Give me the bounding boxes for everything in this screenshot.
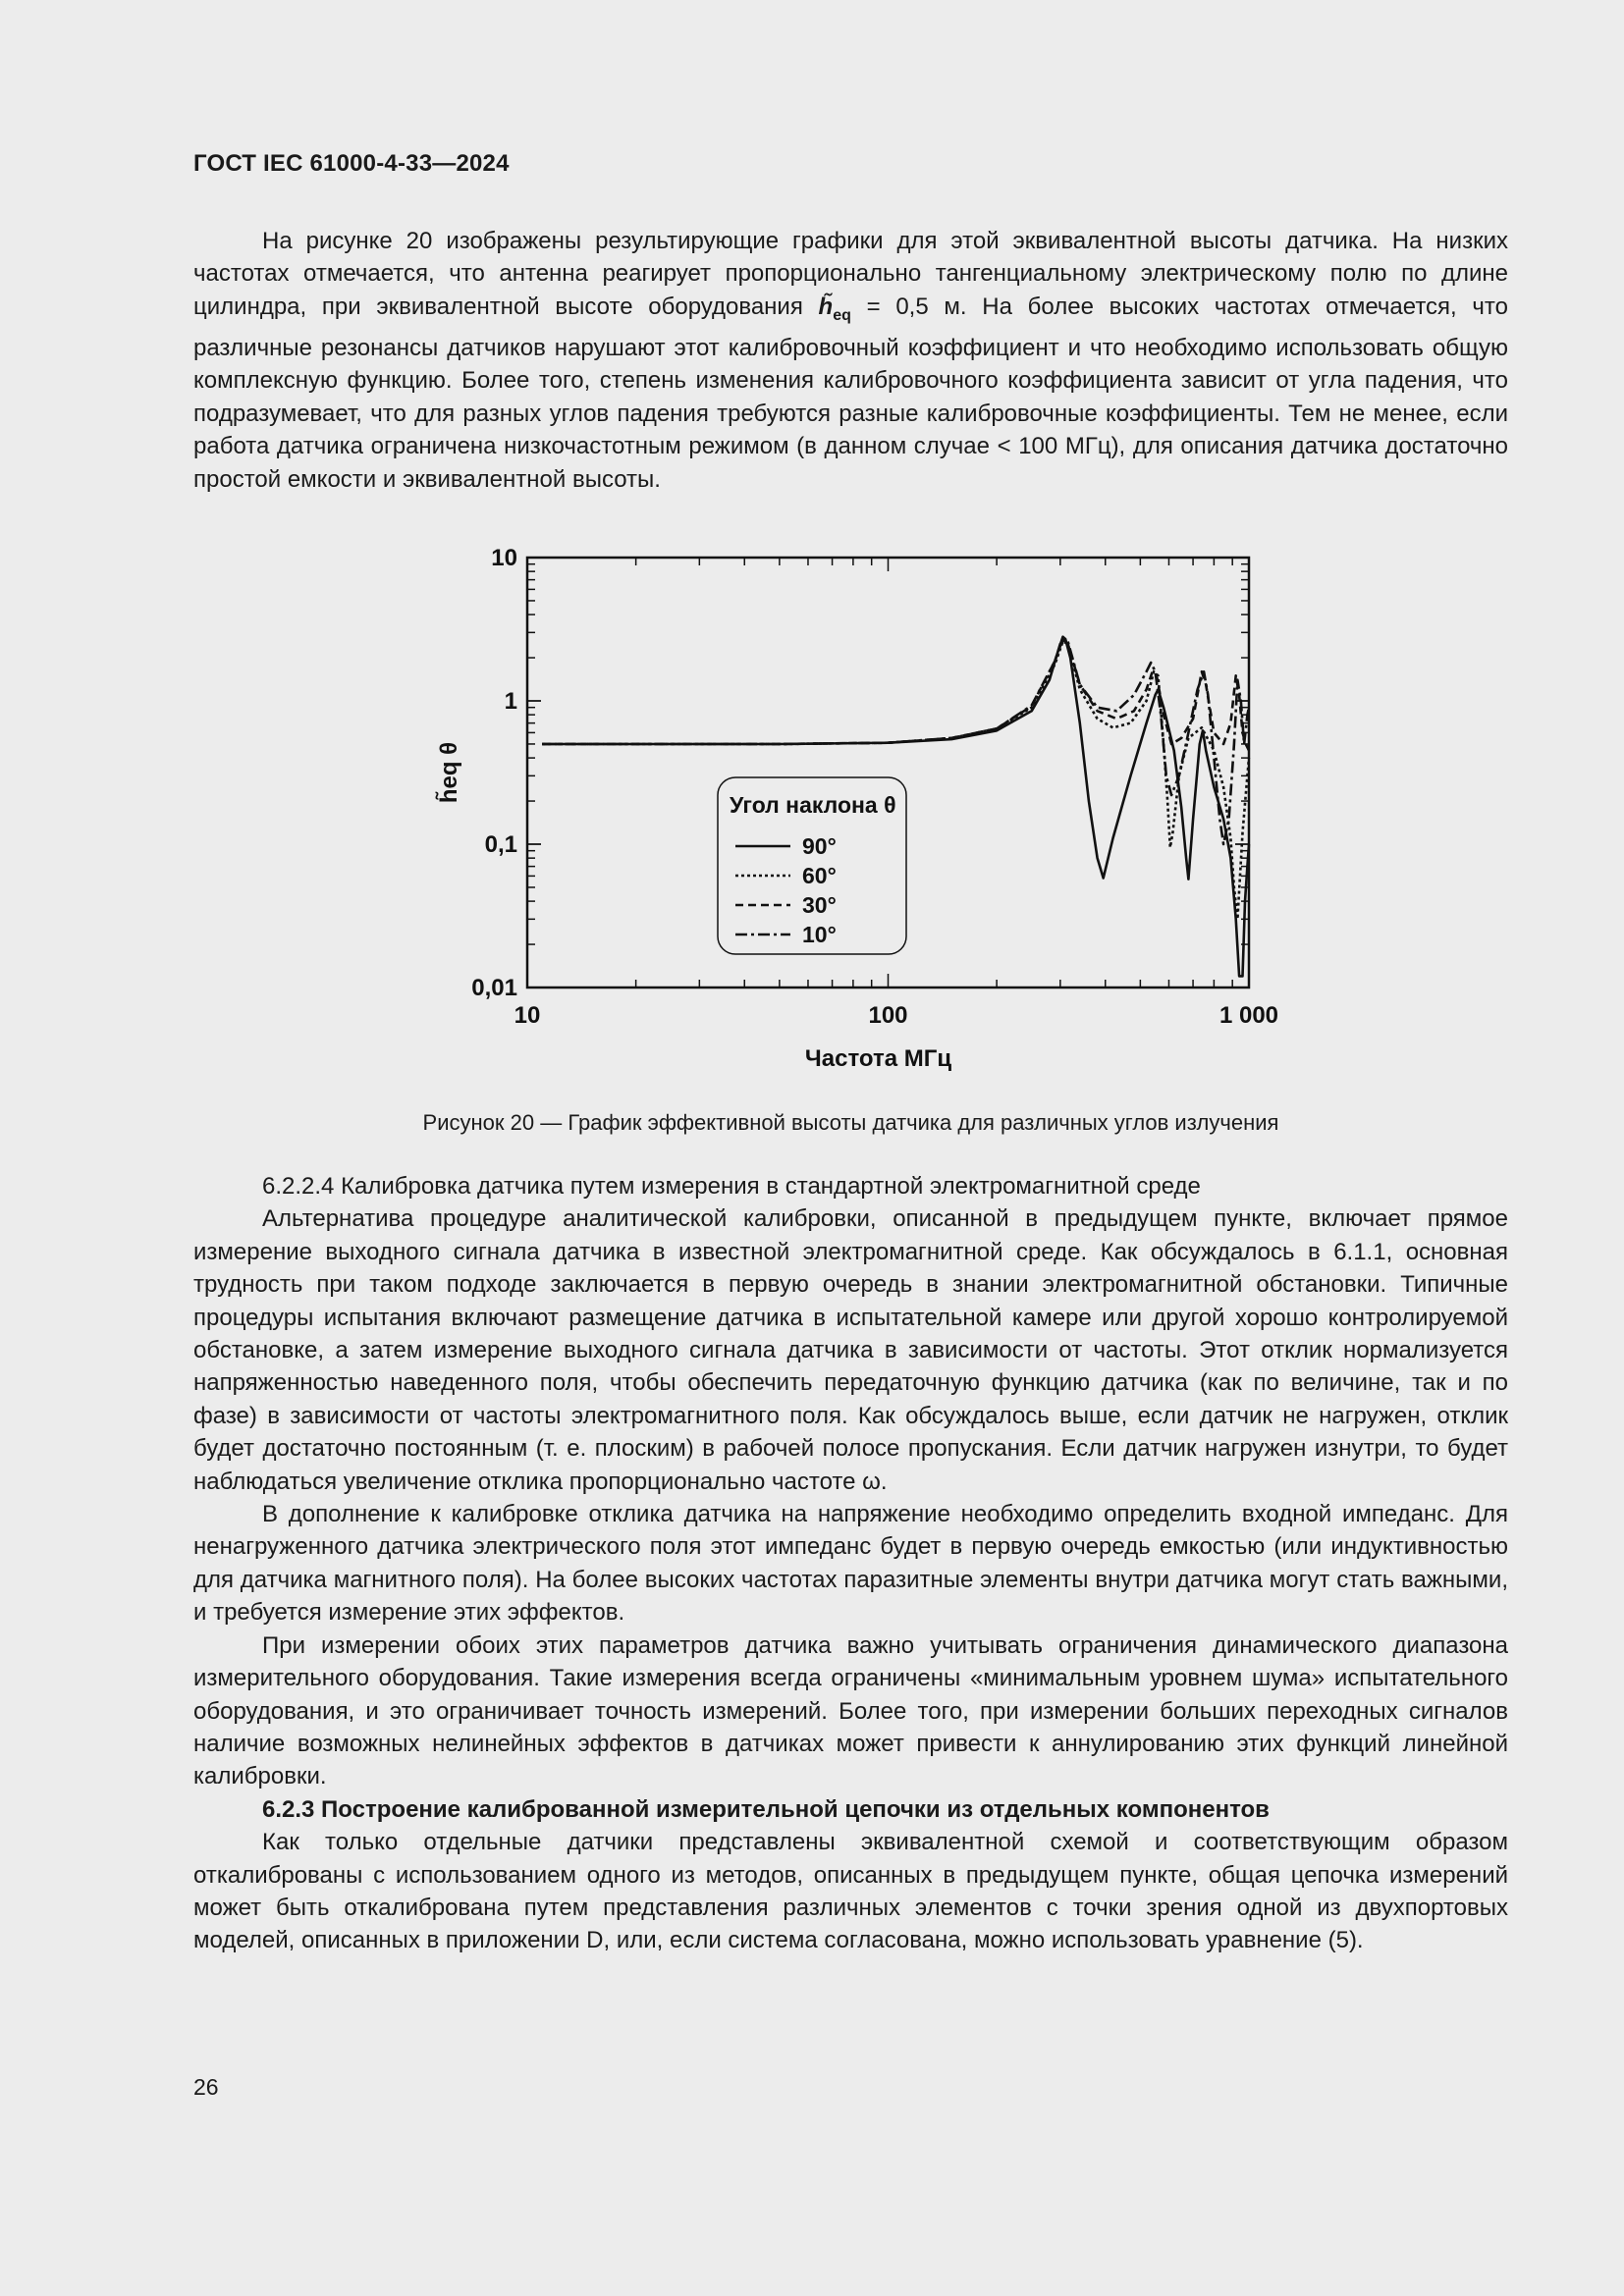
equivalent-height-symbol: $h̃_{eq}$ (818, 293, 851, 324)
legend-label: 60° (802, 863, 837, 888)
page-number: 26 (193, 2074, 219, 2100)
x-axis-label: Частота МГц (804, 1045, 952, 1072)
y-axis-label: h̃eq θ (436, 741, 462, 804)
legend-label: 10° (802, 922, 837, 947)
legend-label: 90° (802, 833, 837, 859)
y-tick-label: 0,1 (484, 831, 517, 858)
intro-text-block (193, 225, 1508, 496)
paragraph-alternative-calibration: Альтернатива процедуре аналитической калибровки, описанной в предыдущем пункте, включает прямое измерение выходного сигнала датчика в известной электромагнитной среде. Как обсуждалось в 6.1.1, основная трудность при таком подходе заключается в первую очередь в знании электромагнитной обстановки. Типичные процедуры испытания включают размещение датчика в испытательной камере или другой хорошо контролируемой обстановке, а затем измерение выходного сигнала датчика в зависимости от частоты. Этот отклик нормализуется напряженностью наведенного поля, чтобы обеспечить передаточную функцию датчика (как по величине, так и по фазе) в зависимости от частоты электромагнитного поля. Как обсуждалось выше, если датчик не нагружен, отклик будет достаточно постоянным (т. е. плоским) в рабочей полосе пропускания. Если датчик нагружен изнутри, то будет наблюдаться увеличение отклика пропорционально частоте ω. (193, 1205, 1508, 1495)
legend-label: 30° (802, 892, 837, 918)
section-6-2-3-heading: 6.2.3 Построение калиброванной измерительной цепочки из отдельных компонентов (262, 1795, 1270, 1823)
x-tick-label: 1 000 (1218, 1002, 1279, 1029)
legend-title: Угол наклона θ (730, 792, 896, 818)
paragraph-dynamic-range: При измерении обоих этих параметров датчика важно учитывать ограничения динамического диапазона измерительного оборудования. Такие измерения всегда ограничены «минимальным уровнем шума» испытательного оборудования, и это ограничивает точность измерений. Более того, при измерении больших переходных сигналов наличие возможных нелинейных эффектов в датчиках может привести к аннулированию этих функций линейной калибровки. (193, 1631, 1508, 1790)
height-vs-frequency-chart (407, 538, 1291, 1088)
y-tick-label: 0,01 (471, 975, 517, 1001)
paragraph-input-impedance: В дополнение к калибровке отклика датчика на напряжение необходимо определить входной импеданс. Для ненагруженного датчика электрического поля этот импеданс будет в первую очередь емкостью (или индуктивностью для датчика магнитного поля). На более высоких частотах паразитные элементы внутри датчика могут стать важными, и требуется измерение этих эффектов. (193, 1501, 1508, 1627)
figure-caption: Рисунок 20 — График эффективной высоты датчика для различных углов излучения (422, 1110, 1279, 1135)
intro-part2: = 0,5 м. На более высоких частотах отмечается, что различные резонансы датчиков нарушают этот калибровочный коэффициент и что необходимо использовать общую комплексную функцию. Более того, степень изменения калибровочного коэффициента зависит от угла падения, что подразумевает, что для разных углов падения требуются разные калибровочные коэффициенты. Тем не менее, если работа датчика ограничена низкочастотным режимом (в данном случае < 100 МГц), для описания датчика достаточно простой емкости и эквивалентной высоты. (193, 293, 1509, 493)
x-tick-label: 10 (514, 1002, 541, 1029)
x-tick-label: 100 (868, 1002, 908, 1029)
intro-paragraph (193, 225, 1508, 496)
paragraph-measurement-chain: Как только отдельные датчики представлены эквивалентной схемой и соответствующим образом откалиброваны с использованием одного из методов, описанных в предыдущем пункте, общая цепочка измерений может быть откалибрована путем представления различных элементов с точки зрения одной из двухпортовых моделей, описанных в приложении D, или, если система согласована, можно использовать уравнение (5). (193, 1829, 1508, 1954)
document-header: ГОСТ IEC 61000-4-33—2024 (193, 150, 510, 177)
intro-part1: На рисунке 20 изображены результирующие графики для этой эквивалентной высоты датчика. На низких частотах отмечается, что антенна реагирует пропорционально тангенциальному электрическому полю по длине цилиндра, при эквивалентной высоте оборудования (193, 228, 1508, 320)
main-text-block (193, 1170, 1508, 1957)
figure-20 (407, 538, 1291, 1088)
section-6-2-2-4-title: 6.2.2.4 Калибровка датчика путем измерения в стандартной электромагнитной среде (262, 1173, 1201, 1200)
y-tick-label: 10 (491, 545, 517, 571)
y-tick-label: 1 (504, 688, 517, 715)
